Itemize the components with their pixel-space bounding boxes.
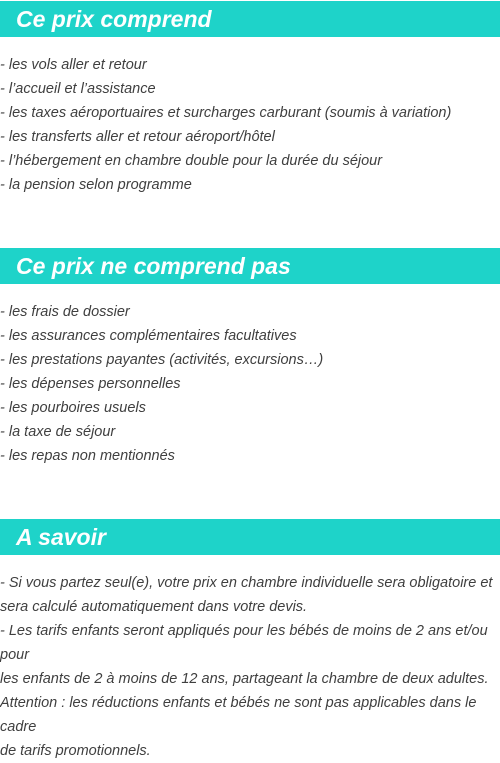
list-item: - les frais de dossier xyxy=(0,304,130,320)
list-item: - l’hébergement en chambre double pour la durée du séjour xyxy=(0,153,383,169)
list-item: - les taxes aéroportuaires et surcharges carburant (soumis à variation) xyxy=(0,105,452,121)
info-line: - Si vous partez seul(e), votre prix en chambre individuelle sera obligatoire et xyxy=(0,575,493,591)
list-item: - la pension selon programme xyxy=(0,177,192,193)
excluded-section-title: Ce prix ne comprend pas xyxy=(16,253,291,279)
info-section-header xyxy=(0,519,500,555)
included-list xyxy=(0,53,500,197)
excluded-list xyxy=(0,300,500,468)
info-line: Attention : les réductions enfants et bébés ne sont pas applicables dans le cadre xyxy=(0,695,477,735)
list-item: - les assurances complémentaires facultatives xyxy=(0,328,297,344)
included-section-title: Ce prix comprend xyxy=(16,6,212,32)
info-section-title: A savoir xyxy=(16,524,106,550)
list-item: - l’accueil et l’assistance xyxy=(0,81,156,97)
excluded-section-header xyxy=(0,248,500,284)
list-item: - les dépenses personnelles xyxy=(0,376,181,392)
list-item: - les vols aller et retour xyxy=(0,57,147,73)
list-item: - la taxe de séjour xyxy=(0,424,116,440)
info-line: de tarifs promotionnels. xyxy=(0,743,151,759)
info-line: sera calculé automatiquement dans votre devis. xyxy=(0,599,308,615)
list-item: - les pourboires usuels xyxy=(0,400,146,416)
list-item: - les transferts aller et retour aéroport/hôtel xyxy=(0,129,275,145)
list-item: - les prestations payantes (activités, excursions…) xyxy=(0,352,324,368)
info-line: - Les tarifs enfants seront appliqués pour les bébés de moins de 2 ans et/ou pour xyxy=(0,623,488,663)
included-section-header xyxy=(0,1,500,37)
list-item: - les repas non mentionnés xyxy=(0,448,175,464)
info-paragraph xyxy=(0,571,500,763)
info-line: les enfants de 2 à moins de 12 ans, partageant la chambre de deux adultes. xyxy=(0,671,489,687)
